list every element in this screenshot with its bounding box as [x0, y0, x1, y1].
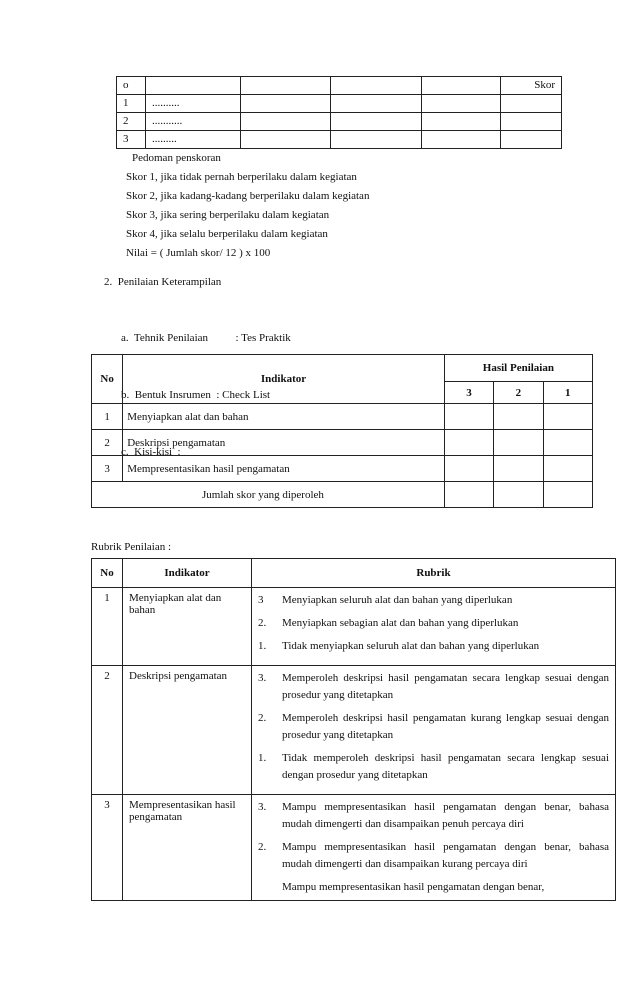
row-indikator: Menyiapkan alat dan bahan [123, 404, 445, 430]
row-rubrik: 3. Memperoleh deskripsi hasil pengamatan secara lengkap sesuai dengan prosedur yang ditetapkan 2. Memperoleh deskripsi hasil pengamatan kurang lengkap sesuai dengan prosedur yang ditetapkan 1. Tidak memperoleh deskripsi hasil pengamatan secara lengkap sesuai dengan prosedur yang ditetapkan [252, 666, 616, 795]
col-indikator: Indikator [123, 559, 252, 588]
total-row [92, 482, 593, 508]
table-row [117, 113, 562, 131]
skor-table [116, 76, 562, 149]
score-1: 1 [543, 382, 592, 404]
table-row [92, 795, 616, 901]
row-no: 2 [92, 666, 123, 795]
row-no: 3 [92, 795, 123, 901]
table-row [92, 588, 616, 666]
row-rubrik: 3 Menyiapkan seluruh alat dan bahan yang diperlukan 2. Menyiapkan sebagian alat dan bahan yang diperlukan 1. Tidak menyiapkan seluruh alat dan bahan yang diperlukan [252, 588, 616, 666]
pedoman-title: Pedoman penskoran [132, 152, 221, 164]
table-row [92, 666, 616, 795]
row-no: 2 [92, 430, 123, 456]
col-no: No [92, 355, 123, 404]
col-indikator: Indikator [123, 355, 445, 404]
skor-table-header [117, 77, 562, 95]
keterampilan-item: c. Kisi-kisi : [121, 446, 181, 458]
col-blank-3 [422, 77, 501, 95]
kisi-kisi-table [91, 354, 593, 508]
col-hasil-penilaian: Hasil Penilaian [444, 355, 592, 382]
pedoman-list [126, 168, 369, 263]
row-no: 1 [117, 95, 146, 113]
col-blank-1 [241, 77, 331, 95]
row-no: 1 [92, 404, 123, 430]
col-no: No [92, 559, 123, 588]
row-item: ........... [146, 113, 241, 131]
row-no: 3 [117, 131, 146, 149]
keterampilan-heading: 2. Penilaian Keterampilan [104, 276, 222, 288]
row-indikator: Mempresentasikan hasil pengamatan [123, 795, 252, 901]
col-blank-2 [331, 77, 422, 95]
row-item: ......... [146, 131, 241, 149]
score-2: 2 [494, 382, 543, 404]
rubrik-table [91, 558, 616, 901]
row-item: .......... [146, 95, 241, 113]
row-indikator: Mempresentasikan hasil pengamatan [123, 456, 445, 482]
keterampilan-item: b. Bentuk Insrumen : Check List [121, 389, 271, 401]
row-indikator: Menyiapkan alat dan bahan [123, 588, 252, 666]
row-indikator: Deskripsi pengamatan [123, 666, 252, 795]
pedoman-line: Skor 4, jika selalu berperilaku dalam kegiatan [126, 228, 328, 240]
row-no: 1 [92, 588, 123, 666]
table-row [92, 404, 593, 430]
pedoman-line: Skor 2, jika kadang-kadang berperilaku dalam kegiatan [126, 190, 370, 202]
total-label: Jumlah skor yang diperoleh [92, 482, 445, 508]
row-rubrik: 3. Mampu mempresentasikan hasil pengamatan dengan benar, bahasa mudah dimengerti dan disampaikan penuh percaya diri 2. Mampu mempresentasikan hasil pengamatan dengan benar, bahasa mudah dimengerti dan disampaikan kurang percaya diri Mampu mempresentasikan hasil pengamatan dengan benar, [252, 795, 616, 901]
table-row [117, 95, 562, 113]
pedoman-line: Skor 1, jika tidak pernah berperilaku dalam kegiatan [126, 171, 357, 183]
rubrik-title: Rubrik Penilaian : [91, 541, 172, 553]
col-item [146, 77, 241, 95]
pedoman-line: Nilai = ( Jumlah skor/ 12 ) x 100 [126, 247, 271, 259]
table-row [92, 456, 593, 482]
row-no: 2 [117, 113, 146, 131]
col-skor: Skor [501, 77, 562, 95]
table-row [117, 131, 562, 149]
score-3: 3 [444, 382, 493, 404]
row-no: 3 [92, 456, 123, 482]
pedoman-line: Skor 3, jika sering berperilaku dalam kegiatan [126, 209, 330, 221]
col-rubrik: Rubrik [252, 559, 616, 588]
keterampilan-item: a. Tehnik Penilaian : Tes Praktik [121, 332, 291, 344]
row-indikator: Deskripsi pengamatan [123, 430, 445, 456]
col-no: o [117, 77, 146, 95]
table-row [92, 430, 593, 456]
